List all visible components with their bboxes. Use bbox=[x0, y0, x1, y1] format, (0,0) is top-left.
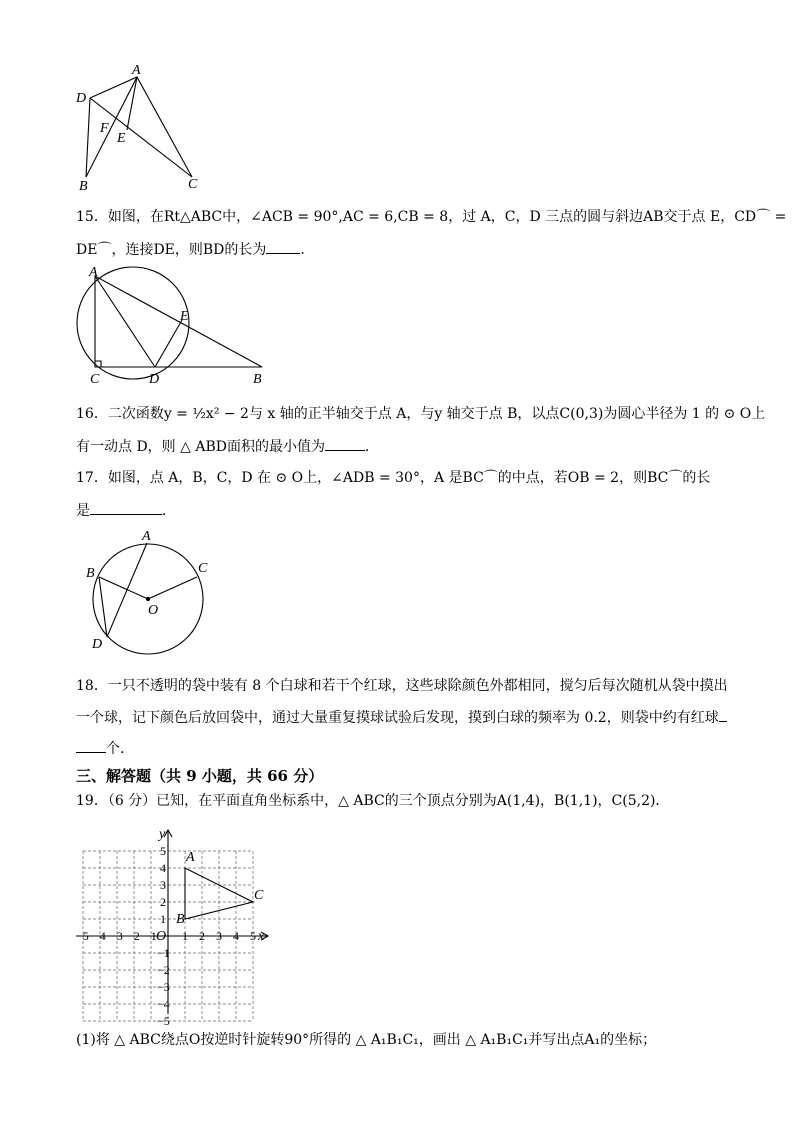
y-tick-label: −1 bbox=[157, 946, 170, 960]
fig15-label-d: D bbox=[149, 372, 160, 387]
y-tick-label: −4 bbox=[157, 997, 170, 1011]
q19-coordinate-grid bbox=[72, 826, 272, 1028]
fig14-label-b: B bbox=[79, 179, 88, 194]
fig15-label-c: C bbox=[90, 372, 100, 387]
fig14-label-e: E bbox=[117, 131, 126, 146]
q17-line2-end: ． bbox=[162, 503, 176, 519]
x-tick-label: 4 bbox=[233, 929, 239, 943]
q16-line2-end: ． bbox=[364, 439, 379, 455]
fig14-label-f: F bbox=[100, 121, 109, 136]
q17-text-line1: 17．如图，点 A，B，C，D 在 ⊙ O上，∠ADB = 30°，A 是BC⌒的中点，若OB = 2，则BC⌒的长 bbox=[76, 470, 711, 486]
q17-text-line2 bbox=[76, 500, 176, 521]
q19-origin-label: O bbox=[156, 929, 167, 944]
q15-line2-end: ． bbox=[300, 242, 315, 258]
q19-y-label: y bbox=[159, 827, 166, 842]
q18-line2: 一个球，记下颜色后放回袋中，通过大量重复摸球试验后发现，摸到白球的频率为 0.2，则袋中约有红球 bbox=[76, 710, 719, 726]
x-tick-label: −4 bbox=[93, 929, 106, 943]
x-tick-label: −2 bbox=[127, 929, 140, 943]
q17-line2: 是 bbox=[76, 503, 90, 519]
x-tick-label: 2 bbox=[199, 929, 205, 943]
q18-answer-blank-b[interactable] bbox=[76, 738, 106, 753]
section3-heading: 三、解答题（共 9 小题，共 66 分） bbox=[76, 767, 324, 785]
q16-text-line1: 16．二次函数y = ½x² − 2与 x 轴的正半轴交于点 A，与y 轴交于点 B，以点C(0,3)为圆心半径为 1 的 ⊙ O上 bbox=[76, 406, 766, 422]
q15-text-line2 bbox=[76, 239, 314, 260]
y-tick-label: −2 bbox=[157, 963, 170, 977]
fig14-label-d: D bbox=[76, 91, 87, 106]
fig15-label-e: E bbox=[180, 309, 189, 324]
fig17-label-d: D bbox=[92, 637, 103, 652]
y-tick-label: 3 bbox=[160, 878, 166, 892]
y-tick-label: −5 bbox=[157, 1014, 170, 1028]
x-tick-label: 1 bbox=[182, 929, 188, 943]
fig14-label-c: C bbox=[188, 177, 198, 192]
q15-text-line1: 15．如图，在Rt△ABC中，∠ACB = 90°,AC = 6,CB = 8，过 A，C，D 三点的圆与斜边AB交于点 E，CD⌒ = bbox=[76, 209, 787, 225]
q19-label-c: C bbox=[254, 888, 264, 903]
fig17-diagram bbox=[80, 528, 220, 653]
q16-line2: 有一动点 D，则 △ ABD面积的最小值为 bbox=[76, 439, 325, 455]
q15-line2: DE⌒，连接DE，则BD的长为 bbox=[76, 242, 267, 258]
fig17-label-a: A bbox=[142, 529, 151, 544]
q19-label-b: B bbox=[176, 912, 185, 927]
q19-label-a: A bbox=[186, 850, 195, 865]
x-tick-label: 3 bbox=[216, 929, 222, 943]
q19-x-label: x bbox=[258, 929, 265, 944]
q17-answer-blank[interactable] bbox=[90, 500, 162, 515]
fig15-circle bbox=[77, 267, 189, 379]
y-tick-label: 4 bbox=[160, 861, 166, 875]
q18-answer-blank-a[interactable] bbox=[719, 707, 727, 722]
x-tick-label: −3 bbox=[110, 929, 123, 943]
x-tick-label: −5 bbox=[76, 929, 89, 943]
fig15-label-a: A bbox=[89, 265, 98, 280]
q18-text-line1: 18．一只不透明的袋中装有 8 个白球和若干个红球，这些球除颜色外都相同，搅匀后每次随机从袋中摸出 bbox=[76, 678, 728, 694]
q18-text-line2 bbox=[76, 707, 727, 728]
y-tick-label: 1 bbox=[160, 912, 166, 926]
fig14-diagram bbox=[70, 60, 220, 200]
x-tick-label: 5 bbox=[250, 929, 256, 943]
fig17-label-o: O bbox=[148, 603, 159, 618]
fig17-label-b: B bbox=[86, 566, 95, 581]
q18-text-line3 bbox=[76, 738, 134, 759]
q18-line3-end: 个． bbox=[106, 741, 134, 757]
fig15-label-b: B bbox=[253, 372, 262, 387]
fig15-diagram bbox=[70, 264, 270, 389]
fig17-label-c: C bbox=[198, 561, 208, 576]
q16-answer-blank[interactable] bbox=[325, 436, 365, 451]
x-tick-label: −1 bbox=[144, 929, 157, 943]
q16-text-line2 bbox=[76, 436, 379, 457]
y-tick-label: 2 bbox=[160, 895, 166, 909]
fig14-label-a: A bbox=[132, 63, 141, 78]
q19-sub1-text: (1)将 △ ABC绕点O按逆时针旋转90°所得的 △ A₁B₁C₁，画出 △ A₁B₁C₁并写出点A₁的坐标； bbox=[76, 1032, 657, 1048]
y-tick-label: −3 bbox=[157, 980, 170, 994]
q19-text-line1: 19．（6 分）已知，在平面直角坐标系中，△ ABC的三个顶点分别为A(1,4)，B(1,1)，C(5,2)． bbox=[76, 793, 670, 809]
y-tick-label: 5 bbox=[160, 844, 166, 858]
q15-answer-blank[interactable] bbox=[266, 239, 300, 254]
